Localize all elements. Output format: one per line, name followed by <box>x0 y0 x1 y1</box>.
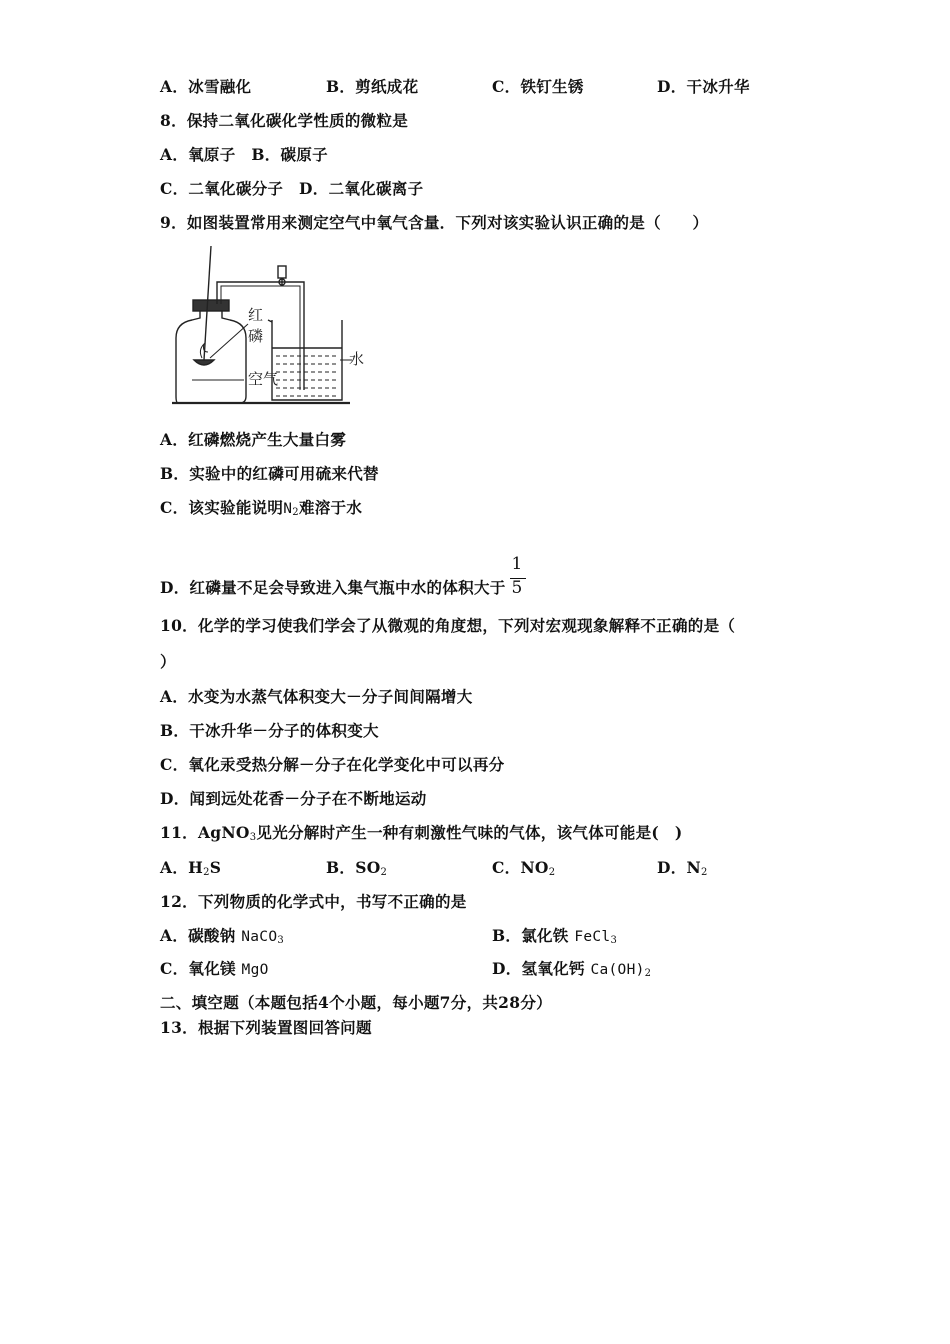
q7-option-a: A．冰雪融化 <box>160 77 252 96</box>
q10-option-a: A．水变为水蒸气体积变大－分子间间隔增大 <box>160 687 473 706</box>
q9-option-b: B．实验中的红磷可用硫来代替 <box>160 464 379 483</box>
q9-option-c: C．该实验能说明$N_2$难溶于水 <box>160 498 363 518</box>
label-red-phosphorus-1: 红 <box>248 306 264 324</box>
q11-stem: 11．AgNO$_3$见光分解时产生一种有刺激性气味的气体，该气体可能是( ) <box>160 823 683 843</box>
q11-option-c: C．$NO_2$ <box>492 858 556 878</box>
label-red-phosphorus-2: 磷 <box>248 327 264 345</box>
q9-option-a: A．红磷燃烧产生大量白雾 <box>160 430 347 449</box>
q11-option-b: B．$SO_2$ <box>326 858 388 878</box>
q7-option-c: C．铁钉生锈 <box>492 77 584 96</box>
q12-option-c: C．氧化镁 MgO <box>160 959 269 978</box>
oxygen-measurement-apparatus-diagram <box>168 242 365 408</box>
q12-option-a: A．碳酸钠 NaCO$_3$ <box>160 926 285 946</box>
q10-option-c: C．氧化汞受热分解－分子在化学变化中可以再分 <box>160 755 505 774</box>
section-2-heading: 二、填空题（本题包括4个小题，每小题7分，共28分） <box>160 993 552 1012</box>
gas-collecting-bottle <box>176 308 246 403</box>
q13-stem: 13．根据下列装置图回答问题 <box>160 1018 372 1037</box>
label-water: 水 <box>349 350 365 368</box>
q11-option-d: D．$N_2$ <box>657 858 708 878</box>
q7-option-d: D．干冰升华 <box>657 77 750 96</box>
q9-option-d: D．红磷量不足会导致进入集气瓶中水的体积大于 $\frac{1}{5}$ <box>160 555 526 579</box>
water-hatching <box>276 356 338 396</box>
label-air: 空气 <box>248 370 279 388</box>
q10-option-b: B．干冰升华－分子的体积变大 <box>160 721 379 740</box>
rubber-stopper <box>193 300 229 311</box>
q10-stem: 10．化学的学习使我们学会了从微观的角度想，下列对宏观现象解释不正确的是（ <box>160 616 736 635</box>
q12-option-b: B．氯化铁 FeCl$_3$ <box>492 926 618 946</box>
q12-option-d: D．氢氧化钙 $Ca(OH)_2$ <box>492 959 652 979</box>
q7-option-b: B．剪纸成花 <box>326 77 419 96</box>
q9-stem: 9．如图装置常用来测定空气中氧气含量．下列对该实验认识正确的是（ ） <box>160 213 709 232</box>
q8-options-ab: A．氧原子 B．碳原子 <box>160 145 328 164</box>
q10-option-d: D．闻到远处花香－分子在不断地运动 <box>160 789 427 808</box>
q10-stem-end: ） <box>160 652 176 671</box>
q8-options-cd: C．二氧化碳分子 D．二氧化碳离子 <box>160 179 424 198</box>
q12-stem: 12．下列物质的化学式中，书写不正确的是 <box>160 892 467 911</box>
fraction-one-fifth: $\frac{1}{5}$ <box>510 555 526 601</box>
q11-option-a: A．$H_2S$ <box>160 858 222 878</box>
combustion-spoon <box>194 360 214 365</box>
q8-stem: 8．保持二氧化碳化学性质的微粒是 <box>160 111 409 130</box>
spring-clamp <box>278 266 286 278</box>
